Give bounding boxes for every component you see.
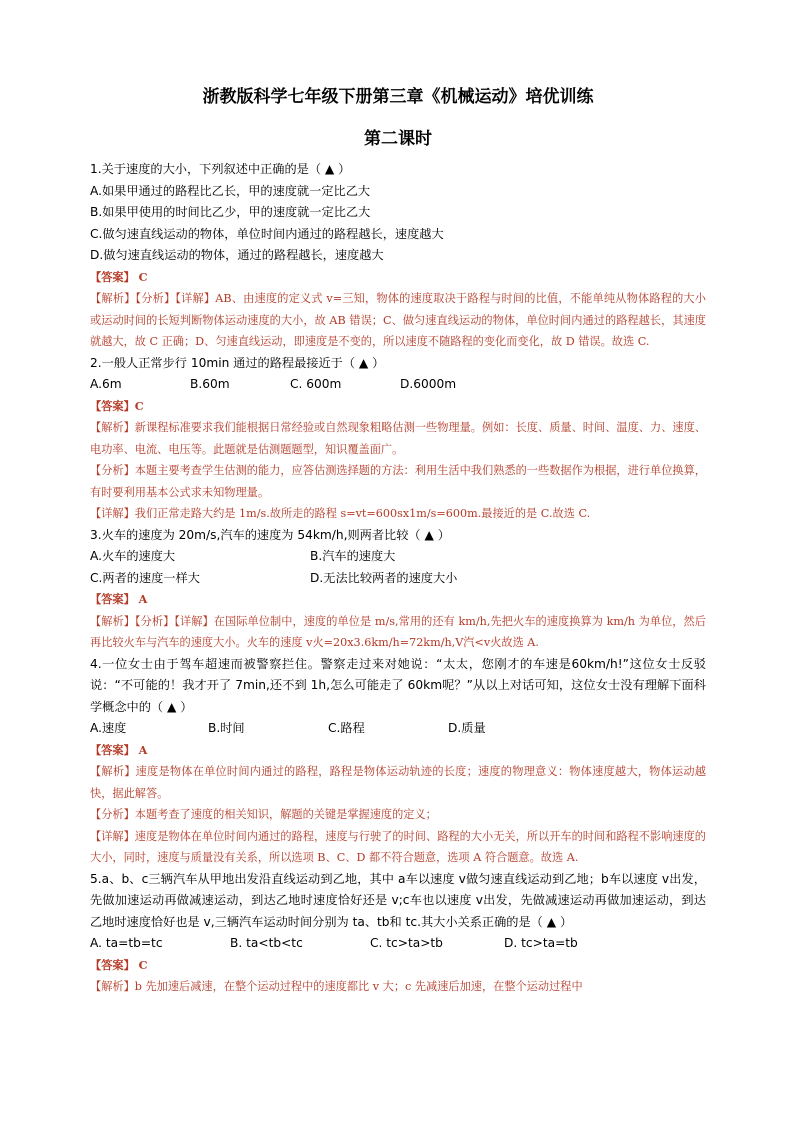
page-title: 浙教版科学七年级下册第三章《机械运动》培优训练 bbox=[202, 87, 594, 107]
question-2 bbox=[90, 353, 706, 525]
analysis-text: 【解析】【分析】【详解】AB、由速度的定义式 v=三知，物体的速度取决于路程与时间的比值，不能单纯从物体路程的大小或运动时间的长短判断物体运动速度的大小，故 AB 错误；C、做匀速直线运动的物体，单位时间内通过的路程越长，其速度就越大，故 C 正确；D、匀速直线运动，即速度是不变的，所以速度不随路程的变化而变化，故 D 错误。故选 C. bbox=[90, 292, 706, 348]
question-3 bbox=[90, 525, 706, 654]
option-b: B.汽车的速度大 bbox=[310, 549, 396, 563]
options-row bbox=[90, 546, 706, 568]
option-c: C.路程 bbox=[328, 721, 365, 735]
option-c: C. tc>ta>tb bbox=[370, 936, 443, 950]
option-d: D.做匀速直线运动的物体，通过的路程越长，速度越大 bbox=[90, 248, 384, 262]
question-5 bbox=[90, 869, 706, 998]
option-c: C. 600m bbox=[290, 377, 342, 391]
analysis-text: 【详解】我们正常走路大约是 1m/s.故所走的路程 s=vt=600sx1m/s=600m.最接近的是 C.故选 C. bbox=[90, 507, 591, 520]
question-stem: 5.a、b、c三辆汽车从甲地出发沿直线运动到乙地，其中 a车以速度 v做匀速直线运动到乙地；b车以速度 v出发，先做加速运动再做减速运动，到达乙地时速度恰好还是 v;c车也以速度 v出发，先做减速运动再做加速运动，到达乙地时速度恰好也是 v,三辆汽车运动时间分别为 ta、tb和 tc.其大小关系正确的是（ ▲ ） bbox=[90, 871, 706, 929]
option-d: D.质量 bbox=[448, 721, 486, 735]
question-1 bbox=[90, 159, 706, 353]
options-row bbox=[90, 933, 706, 955]
option-b: B. ta<tb<tc bbox=[230, 936, 303, 950]
option-b: B.如果甲使用的时间比乙少，甲的速度就一定比乙大 bbox=[90, 205, 371, 219]
answer-line: 【答案】 C bbox=[90, 957, 148, 972]
option-a: A.火车的速度大 bbox=[90, 549, 176, 563]
option-d: D.无法比较两者的速度大小 bbox=[310, 570, 458, 585]
option-d: D. tc>ta=tb bbox=[504, 936, 578, 950]
option-d: D.6000m bbox=[400, 377, 457, 391]
analysis-text: 【解析】b 先加速后减速，在整个运动过程中的速度都比 v 大；c 先减速后加速，在整个运动过程中 bbox=[90, 980, 583, 993]
analysis-text: 【解析】【分析】【详解】在国际单位制中，速度的单位是 m/s,常用的还有 km/h,先把火车的速度换算为 km/h 为单位，然后再比较火车与汽车的速度大小。火车的速度 v火=20x3.6km/h=72km/h,V汽<v火故选 A. bbox=[90, 614, 706, 649]
document-page bbox=[90, 82, 706, 998]
answer-line: 【答案】 A bbox=[90, 742, 148, 757]
option-a: A.如果甲通过的路程比乙长，甲的速度就一定比乙大 bbox=[90, 183, 371, 198]
question-stem: 2.一般人正常步行 10min 通过的路程最接近于（ ▲ ） bbox=[90, 355, 385, 370]
analysis-text: 【分析】本题主要考查学生估测的能力，应答估测选择题的方法：利用生活中我们熟悉的一些数据作为根据，进行单位换算，有时要利用基本公式求未知物理量。 bbox=[90, 464, 706, 499]
options-row bbox=[90, 374, 706, 396]
option-a: A.6m bbox=[90, 377, 122, 391]
option-a: A.速度 bbox=[90, 721, 127, 735]
answer-line: 【答案】 C bbox=[90, 269, 148, 284]
option-a: A. ta=tb=tc bbox=[90, 936, 163, 950]
answer-line: 【答案】C bbox=[90, 398, 144, 413]
options-row bbox=[90, 718, 706, 740]
question-stem: 3.火车的速度为 20m/s,汽车的速度为 54km/h,则两者比较（ ▲ ） bbox=[90, 527, 450, 542]
analysis-text: 【分析】本题考查了速度的相关知识，解题的关键是掌握速度的定义； bbox=[90, 808, 437, 821]
analysis-text: 【详解】速度是物体在单位时间内通过的路程，速度与行驶了的时间、路程的大小无关，所以开车的时间和路程不影响速度的大小，同时，速度与质量没有关系，所以选项 B、C、D 都不符合题意，选项 A 符合题意。故选 A. bbox=[90, 829, 706, 864]
answer-line: 【答案】 A bbox=[90, 592, 148, 606]
analysis-text: 【解析】速度是物体在单位时间内通过的路程，路程是物体运动轨迹的长度；速度的物理意义：物体速度越大，物体运动越快，据此解答。 bbox=[90, 765, 706, 800]
question-stem: 1.关于速度的大小，下列叙述中正确的是（ ▲ ） bbox=[90, 162, 351, 176]
question-stem: 4.一位女士由于驾车超速而被警察拦住。警察走过来对她说：“太太，您刚才的车速是60km/h!”这位女士反驳说：“不可能的！我才开了 7min,还不到 1h,怎么可能走了 60km呢？”从以上对话可知，这位女士没有理解下面科学概念中的（ ▲ ） bbox=[90, 656, 706, 714]
page-subtitle: 第二课时 bbox=[364, 129, 432, 149]
analysis-text: 【解析】新课程标准要求我们能根据日常经验或自然现象粗略估测一些物理量。例如：长度、质量、时间、温度、力、速度、电功率、电流、电压等。此题就是估测题题型，知识覆盖面广。 bbox=[90, 421, 706, 456]
options-row bbox=[90, 568, 706, 590]
question-4 bbox=[90, 654, 706, 869]
option-b: B.时间 bbox=[208, 721, 245, 735]
option-c: C.做匀速直线运动的物体，单位时间内通过的路程越长，速度越大 bbox=[90, 226, 444, 241]
option-c: C.两者的速度一样大 bbox=[90, 570, 200, 585]
option-b: B.60m bbox=[190, 377, 230, 391]
